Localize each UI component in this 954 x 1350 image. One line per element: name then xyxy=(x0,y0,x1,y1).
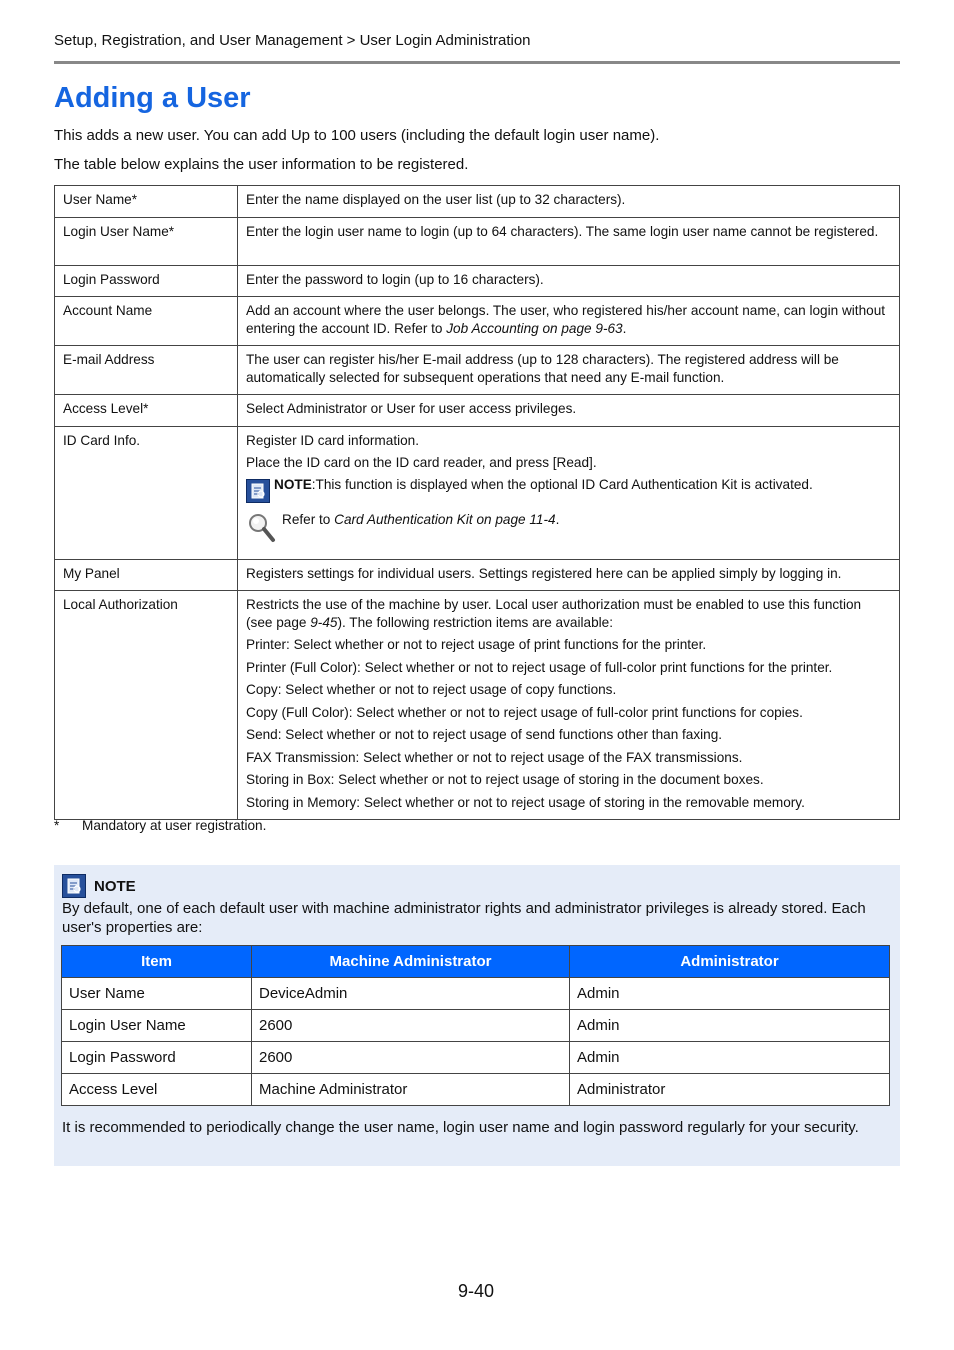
row-label: Login User Name* xyxy=(55,217,238,265)
row-paragraph-text: ). The following restriction items are available: xyxy=(337,614,613,630)
table-header-row xyxy=(62,946,890,978)
row-paragraph-text: Restricts the use of the machine by user. Local user authorization must be enabled to use this function (see page xyxy=(246,597,862,630)
table-row xyxy=(62,1074,890,1106)
intro-text: This adds a new user. You can add Up to 100 users (including the default login user name). xyxy=(54,127,660,144)
table-row xyxy=(55,217,900,265)
row-description-text: Add an account where the user belongs. The user, who registered his/her account name, can login without entering the account ID. Refer to xyxy=(246,303,886,336)
table-row xyxy=(62,1042,890,1074)
restriction-item: Printer: Select whether or not to reject usage of print functions for the printer. xyxy=(246,637,707,652)
row-paragraph: Place the ID card on the ID card reader, and press [Read]. xyxy=(246,455,597,470)
page-number: 9-40 xyxy=(458,1281,495,1301)
table-cell: DeviceAdmin xyxy=(252,978,570,1010)
reference-text xyxy=(282,511,559,529)
table-row xyxy=(62,978,890,1010)
table-cell: Administrator xyxy=(570,1074,890,1106)
row-label: Account Name xyxy=(55,297,238,346)
note-header xyxy=(62,874,136,898)
default-users-table xyxy=(61,945,890,1106)
inline-note-label: NOTE xyxy=(274,476,312,492)
row-label: ID Card Info. xyxy=(55,426,238,559)
cross-reference-link[interactable]: Job Accounting on page 9-63 xyxy=(446,320,623,336)
note-icon xyxy=(62,874,86,898)
punctuation: . xyxy=(555,511,560,527)
restriction-item: Copy (Full Color): Select whether or not to reject usage of full-color print functions for copies. xyxy=(246,704,803,720)
row-label: Login Password xyxy=(55,265,238,297)
row-description xyxy=(238,426,900,559)
table-cell: User Name xyxy=(62,978,252,1010)
row-paragraph: Register ID card information. xyxy=(246,432,420,448)
cross-reference-link[interactable]: Card Authentication Kit on page 11-4 xyxy=(334,511,556,527)
footnote-marker: * xyxy=(54,818,60,833)
note-icon xyxy=(246,479,270,503)
restriction-item: Storing in Box: Select whether or not to reject usage of storing in the document boxes. xyxy=(246,772,764,787)
restriction-item: Send: Select whether or not to reject usage of send functions other than faxing. xyxy=(246,727,723,742)
table-row xyxy=(62,1010,890,1042)
row-label: My Panel xyxy=(55,559,238,591)
table-cell: 2600 xyxy=(252,1010,570,1042)
page-title: Adding a User xyxy=(54,82,251,114)
table-row xyxy=(55,186,900,218)
footnote-text: Mandatory at user registration. xyxy=(82,818,267,833)
row-description: Enter the login user name to login (up to 64 characters). The same login user name cannot be registered. xyxy=(238,217,900,265)
restriction-item: Storing in Memory: Select whether or not to reject usage of storing in the removable memory. xyxy=(246,794,805,810)
row-paragraph xyxy=(246,596,891,631)
table-cell: Admin xyxy=(570,1010,890,1042)
footnote xyxy=(54,818,266,833)
row-label: Access Level* xyxy=(55,395,238,427)
row-description: Enter the password to login (up to 16 characters). xyxy=(238,265,900,297)
table-row xyxy=(55,297,900,346)
breadcrumb: Setup, Registration, and User Management > User Login Administration xyxy=(54,32,531,49)
table-row xyxy=(55,559,900,591)
inline-note-body: :This function is displayed when the optional ID Card Authentication Kit is activated. xyxy=(311,476,813,492)
header-rule xyxy=(54,61,900,64)
table-row xyxy=(55,591,900,820)
reference-prefix: Refer to xyxy=(282,511,335,527)
row-description: Enter the name displayed on the user list (up to 32 characters). xyxy=(238,186,900,218)
note-body: By default, one of each default user with machine administrator rights and administrator privileges is already stored. Each user's properties are: xyxy=(62,900,866,936)
user-info-table xyxy=(54,185,900,820)
row-label: Local Authorization xyxy=(55,591,238,820)
magnifier-icon xyxy=(246,511,278,545)
note-box xyxy=(54,865,900,1166)
column-header: Item xyxy=(62,946,252,978)
table-cell: Admin xyxy=(570,1042,890,1074)
column-header: Administrator xyxy=(570,946,890,978)
inline-note xyxy=(246,476,891,503)
inline-note-text xyxy=(274,476,813,494)
table-cell: Access Level xyxy=(62,1074,252,1106)
row-description xyxy=(238,297,900,346)
note-title: NOTE xyxy=(94,877,136,895)
row-description xyxy=(238,591,900,820)
table-cell: Machine Administrator xyxy=(252,1074,570,1106)
table-row xyxy=(55,346,900,395)
column-header: Machine Administrator xyxy=(252,946,570,978)
table-row xyxy=(55,395,900,427)
table-row xyxy=(55,265,900,297)
reference-line xyxy=(246,511,891,545)
row-description: Registers settings for individual users. Settings registered here can be applied simply by logging in. xyxy=(238,559,900,591)
row-label: User Name* xyxy=(55,186,238,218)
row-label: E-mail Address xyxy=(55,346,238,395)
row-description: Select Administrator or User for user access privileges. xyxy=(238,395,900,427)
punctuation: . xyxy=(622,320,627,336)
table-cell: Login Password xyxy=(62,1042,252,1074)
table-row xyxy=(55,426,900,559)
table-cell: Login User Name xyxy=(62,1010,252,1042)
restriction-item: Copy: Select whether or not to reject usage of copy functions. xyxy=(246,682,617,697)
note-footer: It is recommended to periodically change the user name, login user name and login password regularly for your security. xyxy=(62,1119,859,1136)
cross-reference-link[interactable]: 9-45 xyxy=(310,614,338,630)
intro-table-text: The table below explains the user information to be registered. xyxy=(54,156,469,173)
table-cell: Admin xyxy=(570,978,890,1010)
restriction-item: FAX Transmission: Select whether or not to reject usage of the FAX transmissions. xyxy=(246,749,743,765)
restriction-item: Printer (Full Color): Select whether or not to reject usage of full-color print functions for the printer. xyxy=(246,659,833,675)
row-description: The user can register his/her E-mail address (up to 128 characters). The registered address will be automatically selected for subsequent operations that need any E-mail function. xyxy=(238,346,900,395)
table-cell: 2600 xyxy=(252,1042,570,1074)
